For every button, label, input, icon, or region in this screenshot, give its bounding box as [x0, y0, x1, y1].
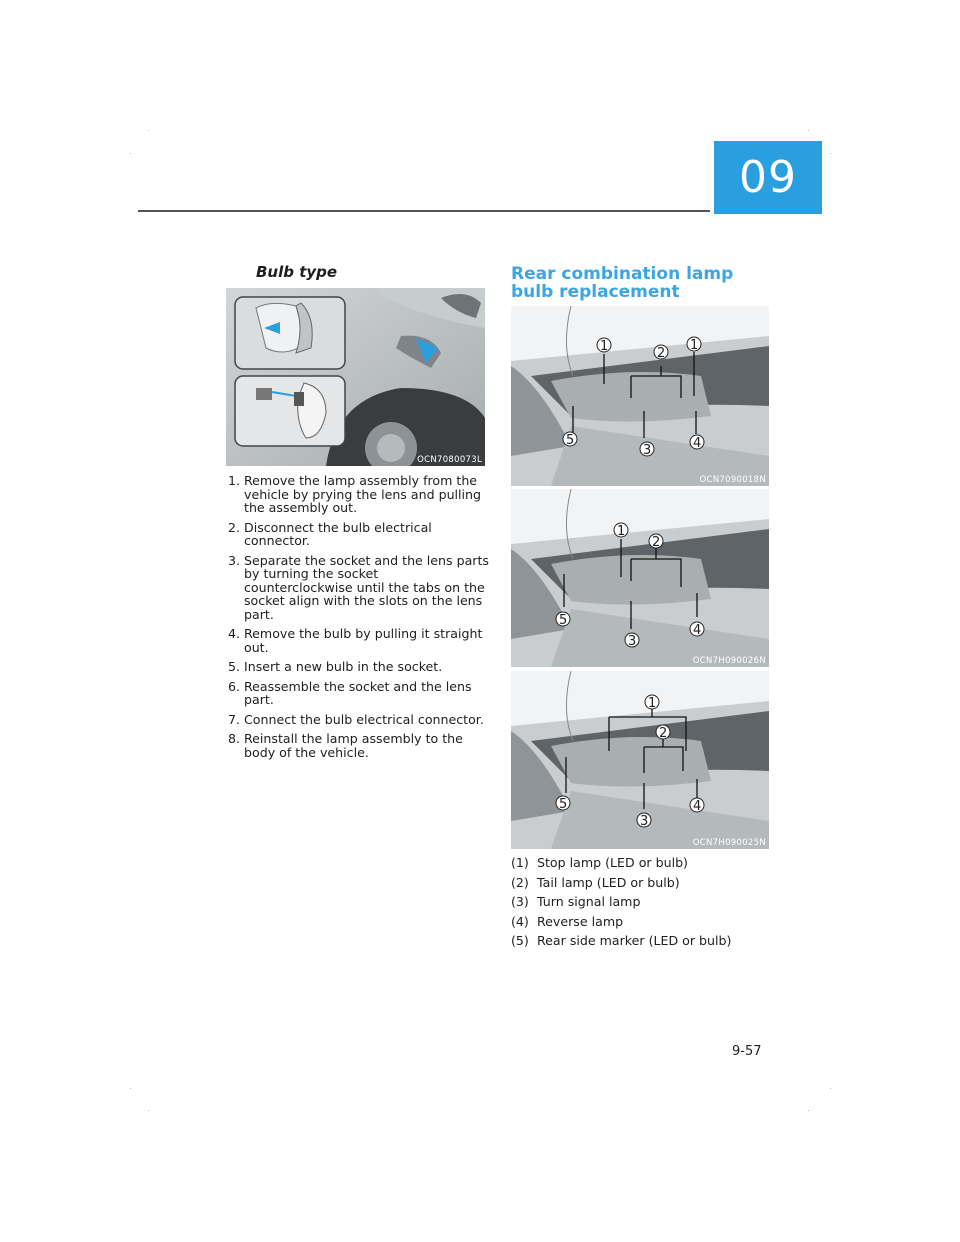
callout-1b: 1 [690, 338, 699, 353]
step-item: 1. Remove the lamp assembly from the vehicle by prying the lens and pulling the assembly out. [228, 473, 482, 515]
callout-5: 5 [559, 797, 568, 812]
callout-2: 2 [659, 726, 668, 741]
legend-item: (2) Tail lamp (LED or bulb) [511, 874, 680, 890]
step-item: 7. Connect the bulb electrical connector. [228, 711, 484, 727]
rear-lamp-figure-a [511, 306, 769, 486]
callout-4: 4 [693, 436, 702, 451]
section-heading-rear-lamp: Rear combination lamp bulb replacement [511, 264, 734, 302]
callout-3: 3 [628, 634, 637, 649]
header-rule [138, 210, 710, 212]
step-item: 2. Disconnect the bulb electrical connector. [228, 519, 432, 548]
callout-5: 5 [559, 613, 568, 628]
callout-2: 2 [657, 346, 666, 361]
step-item: 3. Separate the socket and the lens parts by turning the socket counterclockwise until the tabs on the socket align with the slots on the lens part. [228, 552, 489, 622]
callout-3: 3 [640, 814, 649, 829]
legend-item: (5) Rear side marker (LED or bulb) [511, 933, 732, 948]
procedure-steps [228, 474, 490, 765]
lamp-legend [511, 856, 731, 954]
chapter-tab [714, 141, 822, 214]
rear-lamp-figure-b [511, 489, 769, 667]
figure-code: OCN7H090026N [692, 656, 766, 666]
step-item: 6. Reassemble the socket and the lens part. [228, 678, 472, 707]
callout-1: 1 [600, 339, 609, 354]
side-marker-figure [226, 288, 485, 466]
legend-item: (3) Turn signal lamp [511, 894, 641, 909]
section-heading-bulb-type: Bulb type [256, 263, 338, 281]
legend-item: (1) Stop lamp (LED or bulb) [511, 855, 688, 870]
chapter-number: 09 [739, 152, 797, 203]
callout-1: 1 [648, 696, 657, 711]
figure-code: OCN7080073L [417, 455, 482, 465]
callout-4: 4 [693, 799, 702, 814]
rear-lamp-figure-c [511, 671, 769, 849]
step-item: 8. Reinstall the lamp assembly to the body of the vehicle. [228, 731, 463, 760]
figure-code: OCN7090018N [699, 475, 766, 485]
figure-code: OCN7H090025N [692, 838, 766, 848]
callout-3: 3 [643, 443, 652, 458]
callout-4: 4 [693, 623, 702, 638]
legend-item: (4) Reverse lamp [511, 913, 624, 929]
step-item: 4. Remove the bulb by pulling it straight out. [228, 626, 483, 655]
page-number: 9-57 [732, 1044, 762, 1059]
callout-1: 1 [617, 524, 626, 539]
callout-5: 5 [566, 433, 575, 448]
callout-2: 2 [652, 535, 661, 550]
step-item: 5. Insert a new bulb in the socket. [228, 659, 443, 674]
